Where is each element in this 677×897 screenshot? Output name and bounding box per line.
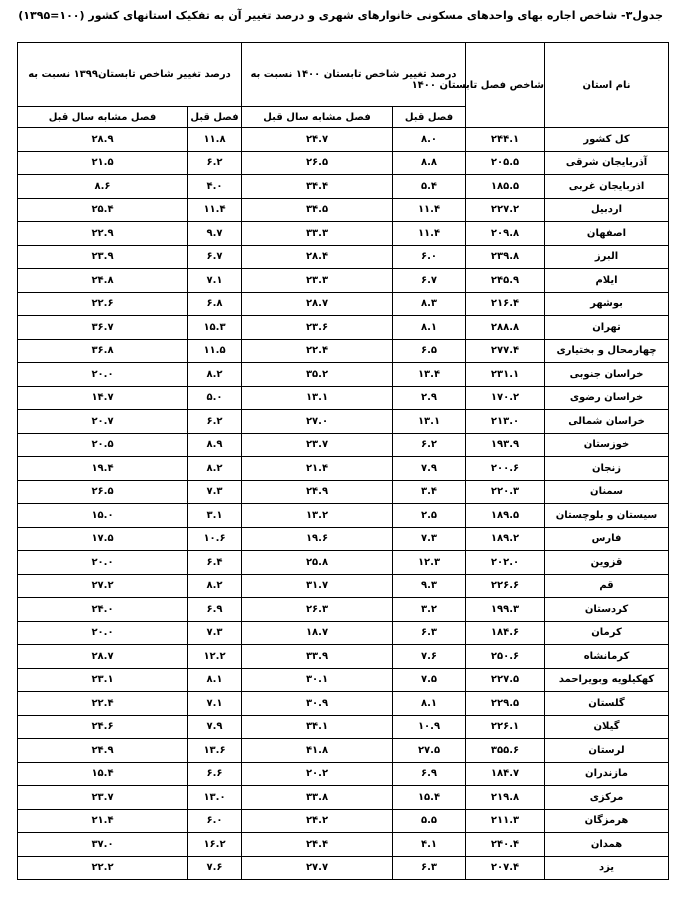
change-1399-prev-season-cell: ۴.۰ — [188, 175, 242, 199]
change-1400-prev-season-cell: ۸.۸ — [393, 151, 466, 175]
change-1399-prev-season-cell: ۱۱.۸ — [188, 128, 242, 152]
change-1400-prev-season-cell: ۶.۵ — [393, 339, 466, 363]
change-1400-prev-season-cell: ۳.۲ — [393, 598, 466, 622]
change-1399-prev-season-cell: ۸.۱ — [188, 668, 242, 692]
change-1399-prev-year-cell: ۱۷.۵ — [18, 527, 188, 551]
index-cell: ۱۹۹.۳ — [466, 598, 545, 622]
province-cell: البرز — [545, 245, 669, 269]
change-1399-prev-year-cell: ۲۰.۰ — [18, 551, 188, 575]
change-1399-prev-season-cell: ۸.۹ — [188, 433, 242, 457]
change-1399-prev-season-cell: ۷.۱ — [188, 269, 242, 293]
change-1399-prev-year-cell: ۲۴.۸ — [18, 269, 188, 293]
index-cell: ۲۷۷.۴ — [466, 339, 545, 363]
change-1399-prev-year-cell: ۲۲.۴ — [18, 692, 188, 716]
change-1399-prev-year-cell: ۱۹.۴ — [18, 457, 188, 481]
table-row — [18, 574, 669, 598]
table-row — [18, 316, 669, 340]
header-prev-year-season-1399: فصل مشابه سال قبل — [18, 107, 188, 128]
change-1400-prev-season-cell: ۱۳.۴ — [393, 363, 466, 387]
table-row — [18, 245, 669, 269]
change-1400-prev-season-cell: ۷.۶ — [393, 645, 466, 669]
index-cell: ۲۲۰.۳ — [466, 480, 545, 504]
table-row — [18, 222, 669, 246]
change-1400-prev-year-cell: ۲۳.۳ — [242, 269, 393, 293]
change-1400-prev-year-cell: ۳۱.۷ — [242, 574, 393, 598]
province-cell: آذربایجان شرقی — [545, 151, 669, 175]
change-1399-prev-year-cell: ۲۰.۰ — [18, 363, 188, 387]
table-row — [18, 786, 669, 810]
index-cell: ۲۲۷.۵ — [466, 668, 545, 692]
index-cell: ۲۰۰.۶ — [466, 457, 545, 481]
province-cell: خراسان رضوی — [545, 386, 669, 410]
change-1399-prev-year-cell: ۲۴.۶ — [18, 715, 188, 739]
change-1399-prev-year-cell: ۱۵.۰ — [18, 504, 188, 528]
province-cell: خوزستان — [545, 433, 669, 457]
change-1400-prev-season-cell: ۷.۳ — [393, 527, 466, 551]
change-1400-prev-season-cell: ۴.۱ — [393, 833, 466, 857]
province-cell: بوشهر — [545, 292, 669, 316]
table-row — [18, 151, 669, 175]
change-1399-prev-season-cell: ۸.۲ — [188, 457, 242, 481]
header-change-1399: درصد تغییر شاخص تابستان۱۳۹۹ نسبت به — [18, 43, 242, 107]
change-1400-prev-season-cell: ۶.۷ — [393, 269, 466, 293]
table-row — [18, 386, 669, 410]
table-row — [18, 856, 669, 880]
index-cell: ۲۱۳.۰ — [466, 410, 545, 434]
change-1400-prev-year-cell: ۳۳.۸ — [242, 786, 393, 810]
index-cell: ۲۰۲.۰ — [466, 551, 545, 575]
change-1399-prev-season-cell: ۵.۰ — [188, 386, 242, 410]
change-1399-prev-year-cell: ۱۵.۴ — [18, 762, 188, 786]
change-1400-prev-year-cell: ۲۳.۶ — [242, 316, 393, 340]
index-cell: ۳۵۵.۶ — [466, 739, 545, 763]
province-cell: کل کشور — [545, 128, 669, 152]
change-1399-prev-year-cell: ۲۴.۹ — [18, 739, 188, 763]
province-cell: کرمان — [545, 621, 669, 645]
change-1399-prev-year-cell: ۳۶.۷ — [18, 316, 188, 340]
change-1400-prev-season-cell: ۲.۹ — [393, 386, 466, 410]
table-row — [18, 269, 669, 293]
index-cell: ۲۴۴.۱ — [466, 128, 545, 152]
table-row — [18, 551, 669, 575]
change-1399-prev-season-cell: ۷.۳ — [188, 480, 242, 504]
change-1400-prev-season-cell: ۶.۳ — [393, 856, 466, 880]
change-1400-prev-season-cell: ۸.۰ — [393, 128, 466, 152]
table-row — [18, 504, 669, 528]
change-1399-prev-season-cell: ۳.۱ — [188, 504, 242, 528]
change-1399-prev-season-cell: ۱۰.۶ — [188, 527, 242, 551]
change-1400-prev-year-cell: ۲۶.۵ — [242, 151, 393, 175]
change-1399-prev-season-cell: ۱۳.۰ — [188, 786, 242, 810]
province-cell: کهکیلویه وبویراحمد — [545, 668, 669, 692]
index-cell: ۲۳۱.۱ — [466, 363, 545, 387]
change-1399-prev-year-cell: ۲۶.۵ — [18, 480, 188, 504]
province-cell: فارس — [545, 527, 669, 551]
table-row — [18, 668, 669, 692]
change-1400-prev-season-cell: ۷.۹ — [393, 457, 466, 481]
change-1400-prev-year-cell: ۲۲.۴ — [242, 339, 393, 363]
change-1399-prev-year-cell: ۲۸.۹ — [18, 128, 188, 152]
table-row — [18, 457, 669, 481]
rent-index-table — [17, 42, 669, 880]
change-1399-prev-year-cell: ۲۰.۰ — [18, 621, 188, 645]
change-1400-prev-year-cell: ۳۵.۲ — [242, 363, 393, 387]
province-cell: گیلان — [545, 715, 669, 739]
table-row — [18, 715, 669, 739]
change-1399-prev-year-cell: ۲۳.۷ — [18, 786, 188, 810]
province-cell: لرستان — [545, 739, 669, 763]
table-row — [18, 739, 669, 763]
province-cell: ایلام — [545, 269, 669, 293]
province-cell: خراسان شمالی — [545, 410, 669, 434]
change-1400-prev-season-cell: ۸.۱ — [393, 692, 466, 716]
index-cell: ۱۸۵.۵ — [466, 175, 545, 199]
province-cell: زنجان — [545, 457, 669, 481]
change-1400-prev-year-cell: ۳۰.۹ — [242, 692, 393, 716]
change-1400-prev-year-cell: ۲۷.۷ — [242, 856, 393, 880]
table-row — [18, 292, 669, 316]
change-1400-prev-season-cell: ۲.۵ — [393, 504, 466, 528]
change-1400-prev-season-cell: ۸.۱ — [393, 316, 466, 340]
change-1399-prev-year-cell: ۲۸.۷ — [18, 645, 188, 669]
change-1399-prev-year-cell: ۲۱.۵ — [18, 151, 188, 175]
index-cell: ۱۸۹.۵ — [466, 504, 545, 528]
index-cell: ۲۲۶.۶ — [466, 574, 545, 598]
change-1399-prev-season-cell: ۶.۹ — [188, 598, 242, 622]
index-cell: ۲۱۶.۴ — [466, 292, 545, 316]
table-row — [18, 692, 669, 716]
change-1400-prev-year-cell: ۲۷.۰ — [242, 410, 393, 434]
change-1400-prev-year-cell: ۲۴.۲ — [242, 809, 393, 833]
index-cell: ۱۷۰.۲ — [466, 386, 545, 410]
change-1400-prev-season-cell: ۱۱.۴ — [393, 198, 466, 222]
change-1399-prev-season-cell: ۷.۹ — [188, 715, 242, 739]
change-1399-prev-year-cell: ۲۴.۰ — [18, 598, 188, 622]
change-1399-prev-season-cell: ۱۶.۲ — [188, 833, 242, 857]
header-index: شاخص فصل تابستان ۱۴۰۰ — [466, 43, 545, 128]
change-1400-prev-season-cell: ۹.۳ — [393, 574, 466, 598]
change-1399-prev-season-cell: ۷.۶ — [188, 856, 242, 880]
change-1399-prev-season-cell: ۶.۰ — [188, 809, 242, 833]
header-change-1400: درصد تغییر شاخص تابستان ۱۴۰۰ نسبت به — [242, 43, 466, 107]
change-1399-prev-season-cell: ۱۱.۴ — [188, 198, 242, 222]
province-cell: مازندران — [545, 762, 669, 786]
change-1400-prev-year-cell: ۳۳.۹ — [242, 645, 393, 669]
change-1399-prev-season-cell: ۶.۲ — [188, 410, 242, 434]
change-1400-prev-year-cell: ۲۶.۳ — [242, 598, 393, 622]
province-cell: اصفهان — [545, 222, 669, 246]
change-1399-prev-season-cell: ۶.۸ — [188, 292, 242, 316]
index-cell: ۲۲۹.۵ — [466, 692, 545, 716]
province-cell: خراسان جنوبی — [545, 363, 669, 387]
change-1400-prev-season-cell: ۷.۵ — [393, 668, 466, 692]
province-cell: کرمانشاه — [545, 645, 669, 669]
province-cell: گلستان — [545, 692, 669, 716]
change-1399-prev-year-cell: ۲۵.۴ — [18, 198, 188, 222]
change-1400-prev-year-cell: ۴۱.۸ — [242, 739, 393, 763]
change-1399-prev-season-cell: ۶.۶ — [188, 762, 242, 786]
table-row — [18, 809, 669, 833]
change-1400-prev-year-cell: ۱۸.۷ — [242, 621, 393, 645]
table-title: جدول۳- شاخص اجاره بهای واحدهای مسکونی خانوارهای شهری و درصد تغییر آن به تفکیک استانهای کشور (۱۰۰=۱۳۹۵) — [18, 9, 663, 22]
change-1399-prev-season-cell: ۷.۱ — [188, 692, 242, 716]
change-1400-prev-season-cell: ۶.۹ — [393, 762, 466, 786]
change-1399-prev-year-cell: ۲۳.۱ — [18, 668, 188, 692]
header-prev-season-1399: فصل قبل — [188, 107, 242, 128]
change-1399-prev-season-cell: ۱۲.۲ — [188, 645, 242, 669]
change-1399-prev-year-cell: ۲۱.۴ — [18, 809, 188, 833]
province-cell: همدان — [545, 833, 669, 857]
table-row — [18, 128, 669, 152]
change-1399-prev-season-cell: ۱۱.۵ — [188, 339, 242, 363]
change-1399-prev-season-cell: ۱۳.۶ — [188, 739, 242, 763]
index-cell: ۲۰۷.۴ — [466, 856, 545, 880]
table-row — [18, 527, 669, 551]
province-cell: قزوین — [545, 551, 669, 575]
change-1400-prev-season-cell: ۶.۲ — [393, 433, 466, 457]
change-1400-prev-season-cell: ۱۱.۴ — [393, 222, 466, 246]
province-cell: مرکزی — [545, 786, 669, 810]
index-cell: ۲۵۰.۶ — [466, 645, 545, 669]
change-1400-prev-season-cell: ۱۵.۴ — [393, 786, 466, 810]
change-1400-prev-year-cell: ۲۴.۴ — [242, 833, 393, 857]
change-1399-prev-season-cell: ۶.۴ — [188, 551, 242, 575]
change-1400-prev-year-cell: ۳۴.۵ — [242, 198, 393, 222]
change-1400-prev-year-cell: ۳۴.۴ — [242, 175, 393, 199]
change-1400-prev-year-cell: ۱۳.۲ — [242, 504, 393, 528]
change-1399-prev-year-cell: ۲۰.۷ — [18, 410, 188, 434]
change-1400-prev-year-cell: ۲۳.۷ — [242, 433, 393, 457]
table-row — [18, 433, 669, 457]
index-cell: ۲۴۵.۹ — [466, 269, 545, 293]
province-cell: تهران — [545, 316, 669, 340]
change-1400-prev-year-cell: ۳۳.۳ — [242, 222, 393, 246]
index-cell: ۲۲۷.۲ — [466, 198, 545, 222]
table-row — [18, 410, 669, 434]
index-cell: ۲۰۵.۵ — [466, 151, 545, 175]
change-1400-prev-year-cell: ۲۴.۷ — [242, 128, 393, 152]
change-1400-prev-year-cell: ۲۱.۴ — [242, 457, 393, 481]
change-1399-prev-season-cell: ۷.۳ — [188, 621, 242, 645]
index-cell: ۲۱۹.۸ — [466, 786, 545, 810]
change-1400-prev-season-cell: ۵.۵ — [393, 809, 466, 833]
table-row — [18, 480, 669, 504]
change-1400-prev-season-cell: ۱۰.۹ — [393, 715, 466, 739]
province-cell: قم — [545, 574, 669, 598]
change-1400-prev-year-cell: ۱۹.۶ — [242, 527, 393, 551]
change-1399-prev-year-cell: ۳۶.۸ — [18, 339, 188, 363]
change-1399-prev-season-cell: ۸.۲ — [188, 363, 242, 387]
province-cell: چهارمحال و بختیاری — [545, 339, 669, 363]
index-cell: ۲۸۸.۸ — [466, 316, 545, 340]
change-1399-prev-year-cell: ۳۷.۰ — [18, 833, 188, 857]
change-1400-prev-season-cell: ۲۷.۵ — [393, 739, 466, 763]
change-1400-prev-season-cell: ۱۳.۱ — [393, 410, 466, 434]
change-1400-prev-year-cell: ۲۴.۹ — [242, 480, 393, 504]
table-row — [18, 762, 669, 786]
index-cell: ۲۰۹.۸ — [466, 222, 545, 246]
province-cell: سیستان و بلوچستان — [545, 504, 669, 528]
change-1399-prev-year-cell: ۲۰.۵ — [18, 433, 188, 457]
change-1400-prev-year-cell: ۲۸.۴ — [242, 245, 393, 269]
province-cell: اذربایجان غربی — [545, 175, 669, 199]
index-cell: ۲۴۰.۴ — [466, 833, 545, 857]
change-1400-prev-season-cell: ۳.۴ — [393, 480, 466, 504]
change-1400-prev-season-cell: ۸.۳ — [393, 292, 466, 316]
table-row — [18, 175, 669, 199]
change-1399-prev-season-cell: ۶.۷ — [188, 245, 242, 269]
table-row — [18, 339, 669, 363]
index-cell: ۱۸۹.۲ — [466, 527, 545, 551]
table-row — [18, 833, 669, 857]
change-1400-prev-year-cell: ۱۳.۱ — [242, 386, 393, 410]
change-1399-prev-season-cell: ۶.۲ — [188, 151, 242, 175]
change-1399-prev-season-cell: ۹.۷ — [188, 222, 242, 246]
change-1399-prev-season-cell: ۸.۲ — [188, 574, 242, 598]
change-1399-prev-year-cell: ۲۲.۲ — [18, 856, 188, 880]
table-row — [18, 198, 669, 222]
index-cell: ۲۱۱.۳ — [466, 809, 545, 833]
change-1400-prev-season-cell: ۵.۴ — [393, 175, 466, 199]
index-cell: ۱۹۳.۹ — [466, 433, 545, 457]
change-1400-prev-year-cell: ۲۵.۸ — [242, 551, 393, 575]
province-cell: سمنان — [545, 480, 669, 504]
table-row — [18, 621, 669, 645]
province-cell: یزد — [545, 856, 669, 880]
change-1400-prev-year-cell: ۲۰.۲ — [242, 762, 393, 786]
table-row — [18, 363, 669, 387]
change-1400-prev-year-cell: ۳۰.۱ — [242, 668, 393, 692]
change-1400-prev-season-cell: ۶.۰ — [393, 245, 466, 269]
change-1399-prev-year-cell: ۲۲.۶ — [18, 292, 188, 316]
change-1400-prev-year-cell: ۳۴.۱ — [242, 715, 393, 739]
change-1399-prev-year-cell: ۲۲.۹ — [18, 222, 188, 246]
table-row — [18, 645, 669, 669]
table-body — [18, 128, 669, 880]
index-cell: ۲۳۹.۸ — [466, 245, 545, 269]
table-row — [18, 598, 669, 622]
change-1399-prev-year-cell: ۲۷.۲ — [18, 574, 188, 598]
change-1399-prev-year-cell: ۲۳.۹ — [18, 245, 188, 269]
index-cell: ۲۲۶.۱ — [466, 715, 545, 739]
change-1399-prev-year-cell: ۸.۶ — [18, 175, 188, 199]
change-1399-prev-year-cell: ۱۴.۷ — [18, 386, 188, 410]
change-1399-prev-season-cell: ۱۵.۳ — [188, 316, 242, 340]
change-1400-prev-year-cell: ۲۸.۷ — [242, 292, 393, 316]
change-1400-prev-season-cell: ۶.۳ — [393, 621, 466, 645]
province-cell: اردبیل — [545, 198, 669, 222]
index-cell: ۱۸۴.۷ — [466, 762, 545, 786]
index-cell: ۱۸۴.۶ — [466, 621, 545, 645]
header-prev-year-season: فصل مشابه سال قبل — [242, 107, 393, 128]
province-cell: هرمزگان — [545, 809, 669, 833]
province-cell: کردستان — [545, 598, 669, 622]
header-prev-season: فصل قبل — [393, 107, 466, 128]
header-province: نام استان — [545, 43, 669, 128]
change-1400-prev-season-cell: ۱۲.۳ — [393, 551, 466, 575]
